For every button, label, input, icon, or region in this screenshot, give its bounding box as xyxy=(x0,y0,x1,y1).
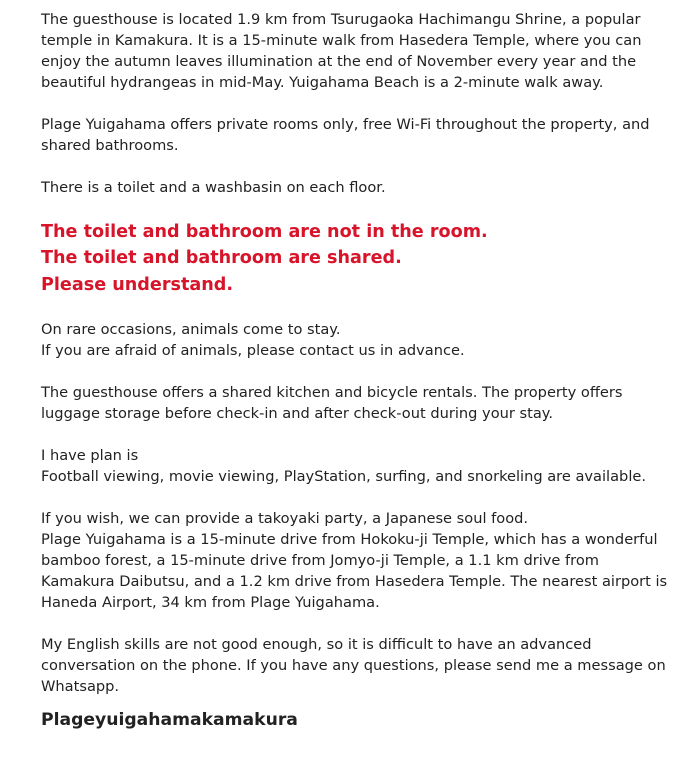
notice-line: The toilet and bathroom are shared. xyxy=(41,248,402,269)
text-line: conversation on the phone. If you have any questions, please send me a message on xyxy=(41,656,666,674)
text-line: Plage Yuigahama is a 15-minute drive from Hokoku-ji Temple, which has a wonderful xyxy=(41,530,658,548)
text-line: Whatsapp. xyxy=(41,677,120,695)
activities-paragraph xyxy=(41,445,660,487)
animals-paragraph xyxy=(41,319,660,361)
text-line: There is a toilet and a washbasin on each floor. xyxy=(41,179,386,196)
services-paragraph xyxy=(41,382,660,424)
notice-line: Please understand. xyxy=(41,274,234,295)
host-signature: Plageyuigahamakamakura xyxy=(41,709,298,730)
text-line: shared bathrooms. xyxy=(41,137,179,154)
text-line: bamboo forest, a 15-minute drive from Jomyo-ji Temple, a 1.1 km drive from xyxy=(41,551,599,569)
notice-line: The toilet and bathroom are not in the room. xyxy=(41,222,488,242)
text-line: If you are afraid of animals, please contact us in advance. xyxy=(41,341,465,359)
contact-paragraph xyxy=(41,634,666,697)
text-line: luggage storage before check-in and after check-out during your stay. xyxy=(41,404,553,422)
text-line: Haneda Airport, 34 km from Plage Yuigahama. xyxy=(41,593,380,611)
location-paragraph xyxy=(41,9,660,93)
text-line: Plage Yuigahama offers private rooms only, free Wi-Fi throughout the property, and xyxy=(41,116,650,133)
text-line: temple in Kamakura. It is a 15-minute walk from Hasedera Temple, where you can xyxy=(41,32,642,49)
text-line: enjoy the autumn leaves illumination at the end of November every year and the xyxy=(41,53,637,70)
text-line: The guesthouse is located 1.9 km from Tsurugaoka Hachimangu Shrine, a popular xyxy=(41,11,641,28)
shared-bathroom-notice xyxy=(41,219,660,298)
text-line: My English skills are not good enough, so it is difficult to have an advanced xyxy=(41,635,592,653)
facilities-paragraph xyxy=(41,177,660,198)
text-line: If you wish, we can provide a takoyaki party, a Japanese soul food. xyxy=(41,509,529,527)
text-line: On rare occasions, animals come to stay. xyxy=(41,320,341,338)
text-line: The guesthouse offers a shared kitchen and bicycle rentals. The property offers xyxy=(41,383,623,401)
text-line: beautiful hydrangeas in mid-May. Yuigahama Beach is a 2-minute walk away. xyxy=(41,74,604,91)
nearby-paragraph xyxy=(41,508,668,613)
text-line: Kamakura Daibutsu, and a 1.2 km drive from Hasedera Temple. The nearest airport is xyxy=(41,572,668,590)
text-line: I have plan is xyxy=(41,446,139,464)
rooms-paragraph xyxy=(41,114,660,156)
text-line: Football viewing, movie viewing, PlayStation, surfing, and snorkeling are available. xyxy=(41,467,646,485)
